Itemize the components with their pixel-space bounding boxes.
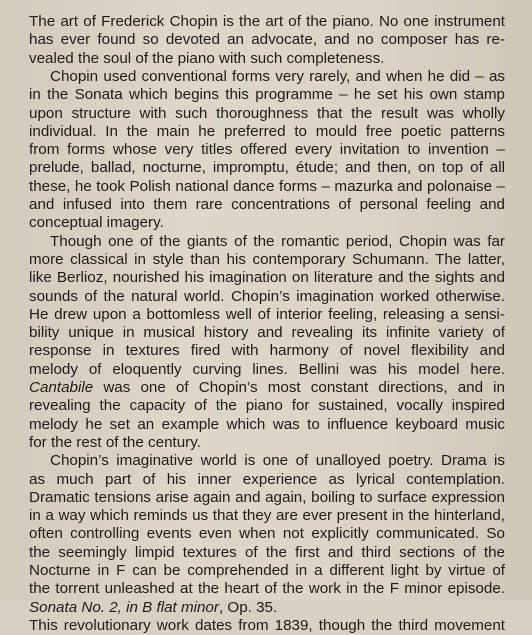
text-line: conceptual imagery. — [29, 214, 164, 232]
text-line: individual. In the main he preferred to mould free poetic patterns — [29, 122, 505, 140]
text-line: vealed the soul of the piano with such completeness. — [29, 49, 385, 67]
text-line: upon structure with such thoroughness that the result was wholly — [29, 104, 505, 122]
text-segment: was one of Chopin’s most constant directions, and in — [93, 379, 505, 396]
text-line: Nocturne in F can be comprehended in a different light by virtue of — [29, 562, 505, 579]
text-line: prelude, ballad, nocturne, impromptu, étude; and then, on top of all — [29, 159, 505, 177]
text-line: The art of Frederick Chopin is the art of the piano. No one instrument — [29, 13, 505, 30]
text-line: in the Sonata which begins this programme – he set his own stamp — [29, 86, 505, 104]
text-line: often controlling events even when not explicitly communicated. So — [29, 525, 505, 543]
text-line: in a way which reminds us that they are ever present in the hinterland, — [29, 507, 505, 525]
text-line: and infused into them rare concentrations of personal feeling and — [29, 196, 505, 213]
text-line: Chopin’s imaginative world is one of unalloyed poetry. Drama is — [50, 452, 505, 470]
text-line — [29, 379, 505, 397]
italic-text: Sonata No. 2, in B flat minor — [29, 598, 219, 616]
italic-text: Cantabile — [29, 379, 94, 396]
text-line: as much part of his inner experience as lyrical contemplation. — [29, 470, 505, 488]
text-line: these, he took Polish national dance forms – mazurka and polonaise – — [29, 177, 505, 195]
text-line: He drew upon a bottomless well of interior feeling, releasing a sensi- — [29, 305, 505, 323]
text-line: like Berlioz, nourished his imagination on literature and the sights and — [29, 269, 505, 287]
text-line: Chopin used conventional forms very rarely, and when he did – as — [50, 67, 505, 85]
text-line: bility unique in musical history and revealing its infinite variety of — [29, 324, 505, 342]
text-segment: , Op. 35. — [218, 598, 278, 616]
text-line: the torrent unleashed at the heart of the work in the F minor episode. — [29, 580, 505, 598]
text-line: melody he set an example which was to influence keyboard music — [29, 415, 505, 433]
text-line: Though one of the giants of the romantic period, Chopin was far — [50, 232, 505, 250]
text-line: response in textures fired with harmony of novel flexibility and — [29, 342, 505, 360]
text-line — [29, 599, 277, 617]
text-line: from forms whose very titles offered every invitation to invention – — [29, 141, 505, 159]
text-line: Dramatic tensions arise again and again, boiling to surface expression — [29, 488, 505, 506]
text-line: has ever found so devoted an advocate, and no composer has re- — [29, 31, 505, 49]
text-line: more classical in style than his contemporary Schumann. The latter, — [29, 250, 505, 268]
text-line: revealing the capacity of the piano for sustained, vocally inspired — [29, 397, 505, 415]
text-line: This revolutionary work dates from 1839, though the third movement — [29, 616, 505, 634]
text-line: sounds of the natural world. Chopin’s imagination worked otherwise. — [29, 287, 505, 305]
text-line: for the rest of the century. — [29, 433, 201, 451]
text-line: melody of eloquently curving lines. Bellini was his model here. — [29, 360, 505, 378]
text-line: the seemingly limpid textures of the first and third sections of the — [29, 543, 505, 561]
